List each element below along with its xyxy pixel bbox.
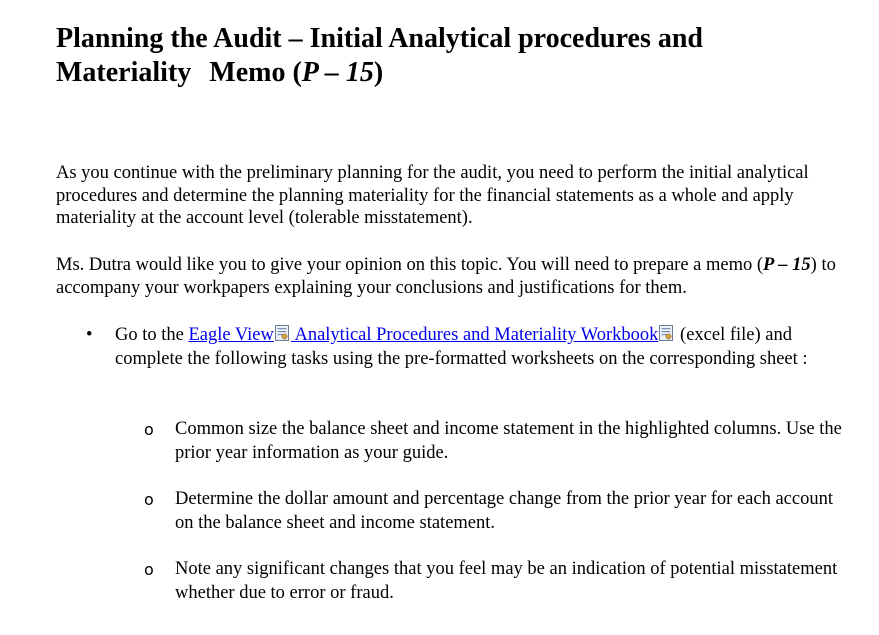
subitem-marker: o — [144, 560, 154, 579]
bullet-text — [115, 324, 830, 371]
bullet-marker: • — [86, 325, 93, 345]
memo-paragraph-part2: ) to accompany your workpapers explaining your conclusions and justifications for them. — [56, 255, 836, 298]
title-memo-code: P – 15 — [301, 57, 374, 88]
memo-paragraph-code: P – 15 — [763, 255, 811, 275]
subitem-text: Note any significant changes that you feel may be an indication of potential misstatement whether due to error or fraud. — [175, 559, 838, 603]
bullet-intro: Go to the — [115, 325, 189, 345]
bullet-after-text: (excel file) and complete the following tasks using the pre-formatted worksheets on the corresponding sheet : — [115, 325, 808, 369]
document-link-icon[interactable] — [275, 325, 289, 341]
intro-paragraph: As you continue with the preliminary planning for the audit, you need to perform the initial analytical procedures and determine the planning materiality for the financial statements as a whole and apply materiality at the account level (tolerable misstatement). — [56, 163, 809, 228]
title-line-1: Planning the Audit – Initial Analytical procedures and — [56, 23, 703, 54]
subitem-marker: o — [144, 490, 154, 509]
memo-paragraph — [56, 254, 846, 299]
subitem-text: Common size the balance sheet and income statement in the highlighted columns. Use the prior year information as your guide. — [175, 419, 842, 463]
subitem-marker: o — [144, 420, 154, 439]
workbook-link[interactable]: Analytical Procedures and Materiality Workbook — [290, 325, 659, 345]
document-link-icon[interactable] — [659, 325, 673, 341]
title-memo-close: ) — [373, 57, 384, 88]
memo-paragraph-part1: Ms. Dutra would like you to give your opinion on this topic. You will need to prepare a memo ( — [56, 255, 764, 275]
subitem-text: Determine the dollar amount and percentage change from the prior year for each account on the balance sheet and income statement. — [175, 489, 833, 533]
eagle-view-link[interactable]: Eagle View — [188, 325, 274, 345]
title-line-2-start: Materiality — [56, 57, 192, 88]
page-title — [56, 22, 836, 90]
title-memo-label: Memo ( — [209, 57, 302, 88]
